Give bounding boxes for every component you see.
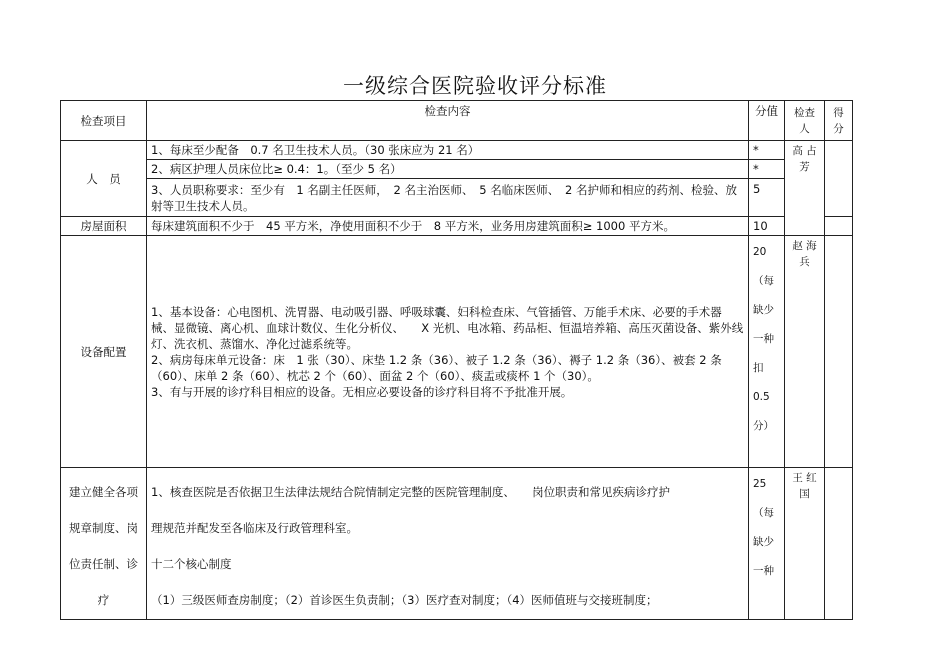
score-table xyxy=(60,100,853,620)
equipment-inspector: 赵 海 兵 xyxy=(785,236,825,468)
building-got xyxy=(825,217,853,236)
personnel-score-2: * xyxy=(749,160,785,179)
rules-line-3: 十二个核心制度 xyxy=(151,557,232,571)
building-text: 每床建筑面积不少于 45 平方米，净使用面积不少于 8 平方米，业务用房建筑面积≥ 1000 平方米。 xyxy=(147,217,749,236)
personnel-inspector: 高 占 芳 xyxy=(785,141,825,236)
rules-line-2: 理规范并配发至各临床及行政管理科室。 xyxy=(151,521,358,535)
rules-content xyxy=(147,468,749,620)
personnel-text-3: 3、人员职称要求：至少有 1 名副主任医师， 2 名主治医师、 5 名临床医师、 2 名护师和相应的药剂、检验、放射等卫生技术人员。 xyxy=(147,179,749,217)
equipment-text-3: 3、有与开展的诊疗科目相应的设备。无相应必要设备的诊疗科目将不予批准开展。 xyxy=(151,384,573,399)
equipment-got xyxy=(825,236,853,468)
personnel-row-1 xyxy=(61,141,853,160)
personnel-row-3 xyxy=(61,179,853,217)
rules-item: 建立健全各项规章制度、岗位责任制、诊疗 xyxy=(61,468,147,620)
header-got: 得分 xyxy=(825,101,853,141)
rules-line-1: 1、核查医院是否依据卫生法律法规结合院情制定完整的医院管理制度、 岗位职责和常见疾病诊疗护 xyxy=(151,485,671,499)
header-item: 检查项目 xyxy=(61,101,147,141)
rules-got xyxy=(825,468,853,620)
rules-score: 25 （每缺少一种 xyxy=(749,468,785,620)
personnel-text-1: 1、每床至少配备 0.7 名卫生技术人员。（30 张床应为 21 名） xyxy=(147,141,749,160)
building-score: 10 xyxy=(749,217,785,236)
rules-line-4: （1）三级医师查房制度；（2）首诊医生负责制；（3）医疗查对制度；（4）医师值班与交接班制度； xyxy=(151,593,658,607)
personnel-score-1: * xyxy=(749,141,785,160)
rules-inspector: 王 红 国 xyxy=(785,468,825,620)
document-title: 一级综合医院验收评分标准 xyxy=(343,74,607,98)
header-content: 检查内容 xyxy=(147,101,749,141)
personnel-score-3: 5 xyxy=(749,179,785,217)
header-inspector: 检查人 xyxy=(785,101,825,141)
equipment-content xyxy=(147,236,749,468)
equipment-text-2: 2、病房每床单元设备：床 1 张（30）、床垫 1.2 条（36）、被子 1.2 条（36）、褥子 1.2 条（36）、被套 2 条（60）、床单 2 条（60）、枕芯 2 个（60）、面盆 2 个（60）、痰盂或痰杯 1 个（30）。 xyxy=(151,352,722,383)
equipment-item: 设备配置 xyxy=(61,236,147,468)
personnel-row-2 xyxy=(61,160,853,179)
personnel-got xyxy=(825,141,853,217)
building-row xyxy=(61,217,853,236)
header-score: 分值 xyxy=(749,101,785,141)
equipment-text-1: 1、基本设备：心电图机、洗胃器、电动吸引器、呼吸球囊、妇科检查床、气管插管、万能手术床、必要的手术器械、显微镜、离心机、血球计数仪、生化分析仪、 X 光机、电冰箱、药品柜、恒温培养箱、高压灭菌设备、紫外线灯、洗衣机、蒸馏水、净化过滤系统等。 xyxy=(151,304,744,351)
equipment-score: 20 （每缺少一种扣 0.5 分） xyxy=(749,236,785,468)
personnel-text-2: 2、病区护理人员床位比≥ 0.4：1。（至少 5 名） xyxy=(147,160,749,179)
building-item: 房屋面积 xyxy=(61,217,147,236)
header-row xyxy=(61,101,853,141)
rules-row xyxy=(61,468,853,620)
personnel-item: 人 员 xyxy=(61,141,147,217)
equipment-row xyxy=(61,236,853,468)
